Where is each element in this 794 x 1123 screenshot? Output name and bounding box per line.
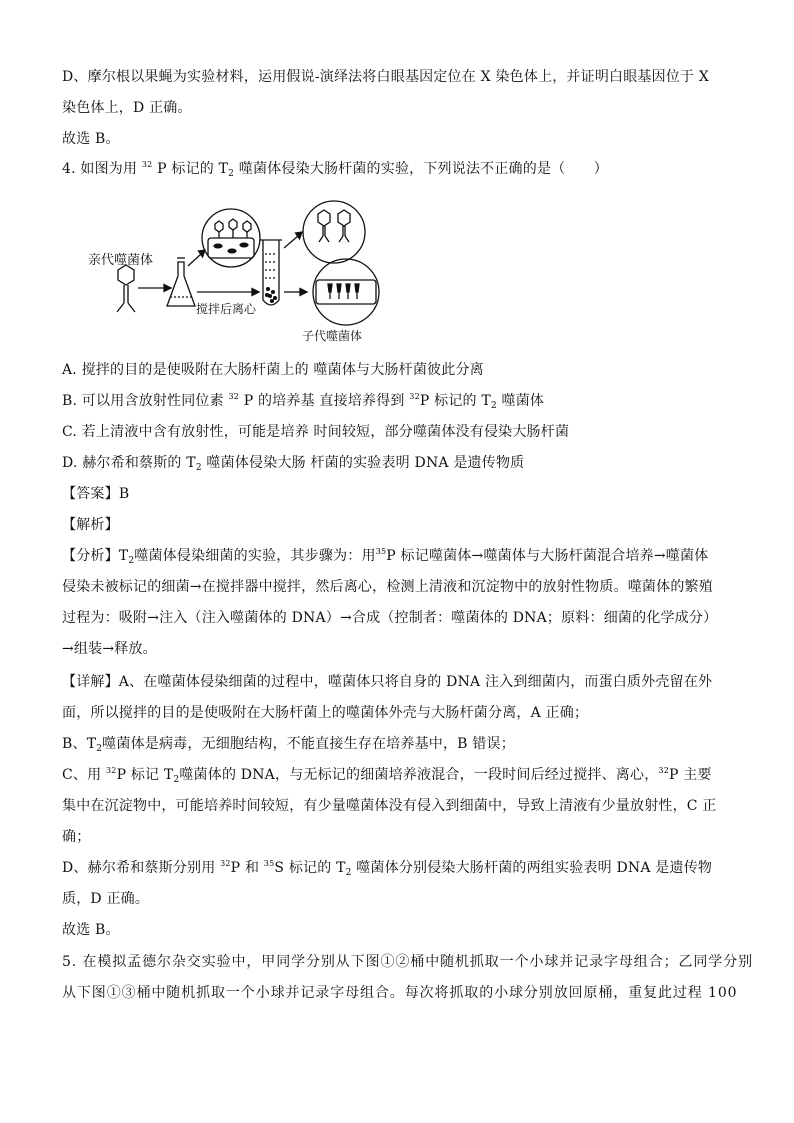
centrifuge-tube-icon bbox=[260, 240, 282, 305]
text-segment: 侵染未被标记的细菌→在搅拌器中搅拌，然后离心，检测上清液和沉淀物中的放射性物质。噬菌体的繁殖 bbox=[62, 579, 713, 595]
text-segment: A. 搅拌的目的是使吸附在大肠杆菌上的 噬菌体与大肠杆菌彼此分离 bbox=[62, 362, 484, 378]
stir-centrifuge-label: 搅拌后离心 bbox=[196, 302, 257, 316]
text-segment: D. 赫尔希和蔡斯的 T bbox=[62, 455, 196, 471]
text-line-l18 bbox=[62, 766, 712, 784]
text-line-l19 bbox=[62, 797, 717, 815]
text-segment: 【分析】T bbox=[62, 548, 129, 564]
text-line-l14 bbox=[62, 640, 157, 658]
text-segment: 噬菌体侵染大肠 杆菌的实验表明 DNA 是遗传物质 bbox=[201, 455, 525, 471]
parent-phage-label: 亲代噬菌体 bbox=[88, 253, 154, 268]
text-line-l4 bbox=[62, 160, 608, 178]
text-segment: 噬菌体 bbox=[496, 393, 545, 409]
text-segment: 2 bbox=[128, 556, 135, 566]
text-line-l9 bbox=[62, 485, 129, 503]
text-segment: 确； bbox=[62, 829, 91, 845]
text-line-l3 bbox=[62, 130, 120, 148]
text-segment: B bbox=[118, 486, 130, 502]
text-segment: 集中在沉淀物中，可能培养时间较短，有少量噬菌体没有侵入到细菌中，导致上清液有少量放射性，C 正 bbox=[62, 798, 717, 814]
text-segment: 【答案】 bbox=[62, 486, 119, 502]
text-line-l10 bbox=[62, 516, 119, 534]
text-segment: →组装→释放。 bbox=[62, 641, 157, 657]
text-segment: 故选 B。 bbox=[62, 131, 120, 147]
text-segment: 2 bbox=[195, 463, 202, 473]
experiment-diagram bbox=[84, 196, 394, 346]
parent-phage-icon bbox=[117, 265, 135, 312]
text-segment: 35 bbox=[263, 859, 275, 868]
text-segment: S 标记的 T bbox=[274, 860, 346, 876]
text-segment: 32 bbox=[141, 160, 153, 169]
text-line-l13 bbox=[62, 609, 717, 627]
text-segment: 32 bbox=[220, 859, 231, 868]
bacteria-progeny-magnified-icon bbox=[313, 259, 379, 325]
text-line-l21 bbox=[62, 859, 712, 877]
text-segment: 32 bbox=[409, 392, 420, 401]
infection-magnified-icon bbox=[202, 209, 260, 267]
text-segment: 质，D 正确。 bbox=[62, 891, 150, 907]
text-segment: 32 bbox=[228, 392, 240, 401]
text-line-l24 bbox=[62, 953, 753, 971]
text-segment: 5. 在模拟孟德尔杂交实验中，甲同学分别从下图①②桶中随机抓取一个小球并记录字母组合；乙同学分别 bbox=[62, 954, 754, 970]
text-segment: 2 bbox=[173, 775, 180, 785]
text-segment: P 的培养基 直接培养得到 bbox=[239, 393, 410, 409]
progeny-phage-label: 子代噬菌体 bbox=[302, 329, 363, 343]
text-segment: 32 bbox=[105, 766, 117, 775]
text-segment: D、赫尔希和蔡斯分别用 bbox=[62, 860, 221, 876]
text-segment: P 标记噬菌体→噬菌体与大肠杆菌混合培养→噬菌体 bbox=[386, 548, 709, 564]
text-segment: 32 bbox=[658, 766, 669, 775]
text-segment: 面，所以搅拌的目的是使吸附在大肠杆菌上的噬菌体外壳与大肠杆菌分离，A 正确； bbox=[62, 705, 589, 721]
text-segment: 噬菌体侵染细菌的实验，其步骤为：用 bbox=[134, 548, 376, 564]
text-segment: P 标记的 T bbox=[419, 393, 491, 409]
text-line-l17 bbox=[62, 735, 515, 753]
progeny-phage-magnified-icon bbox=[303, 201, 365, 263]
text-segment: 噬菌体侵染大肠杆菌的实验，下列说法不正确的是（ ） bbox=[234, 161, 608, 177]
text-segment: 过程为：吸附→注入（注入噬菌体的 DNA）→合成（控制者：噬菌体的 DNA；原料：细菌的化学成分） bbox=[62, 610, 718, 626]
text-segment: 【解析】 bbox=[62, 517, 119, 533]
text-line-l7 bbox=[62, 423, 569, 441]
text-segment: P 主要 bbox=[669, 767, 712, 783]
text-segment: 【详解】A、在噬菌体侵染细菌的过程中，噬菌体只将自身的 DNA 注入到细菌内，而蛋白质外壳留在外 bbox=[62, 674, 713, 690]
text-segment: 噬菌体分别侵染大肠杆菌的两组实验表明 DNA 是遗传物 bbox=[351, 860, 713, 876]
text-line-l15 bbox=[62, 673, 712, 691]
text-line-l5 bbox=[62, 361, 484, 379]
text-segment: P 和 bbox=[230, 860, 264, 876]
phage-experiment-figure bbox=[84, 196, 394, 346]
text-segment: B、T bbox=[62, 736, 97, 752]
text-line-l12 bbox=[62, 578, 713, 596]
text-line-l16 bbox=[62, 704, 588, 722]
text-line-l1 bbox=[62, 68, 709, 86]
text-line-l22 bbox=[62, 890, 149, 908]
text-segment: 2 bbox=[490, 401, 497, 411]
text-line-l25 bbox=[62, 984, 737, 1002]
text-line-l2 bbox=[62, 99, 192, 117]
text-segment: C、用 bbox=[62, 767, 106, 783]
text-line-l6 bbox=[62, 392, 544, 410]
text-segment: 35 bbox=[375, 547, 387, 556]
text-segment: 染色体上，D 正确。 bbox=[62, 100, 192, 116]
flask-icon bbox=[167, 258, 195, 306]
text-segment: 2 bbox=[96, 744, 103, 754]
text-line-l20 bbox=[62, 828, 90, 846]
text-segment: P 标记 T bbox=[116, 767, 174, 783]
text-segment: P 标记的 T bbox=[152, 161, 229, 177]
text-segment: 2 bbox=[228, 169, 235, 179]
text-line-l11 bbox=[62, 547, 708, 565]
text-segment: 4. 如图为用 bbox=[62, 161, 142, 177]
text-segment: 故选 B。 bbox=[62, 922, 120, 938]
text-line-l23 bbox=[62, 921, 120, 939]
text-segment: 噬菌体是病毒，无细胞结构，不能直接生存在培养基中，B 错误； bbox=[102, 736, 515, 752]
text-segment: 噬菌体的 DNA，与无标记的细菌培养液混合，一段时间后经过搅拌、离心， bbox=[179, 767, 659, 783]
text-segment: C. 若上清液中含有放射性，可能是培养 时间较短，部分噬菌体没有侵染大肠杆菌 bbox=[62, 424, 570, 440]
text-line-l8 bbox=[62, 454, 524, 472]
text-segment: D、摩尔根以果蝇为实验材料，运用假说-演绎法将白眼基因定位在 X 染色体上，并证明白眼基因位于 X bbox=[62, 69, 710, 85]
text-segment: 2 bbox=[345, 868, 352, 878]
text-segment: B. 可以用含放射性同位素 bbox=[62, 393, 229, 409]
text-segment: 从下图①③桶中随机抓取一个小球并记录字母组合。每次将抓取的小球分别放回原桶，重复此过程 100 bbox=[62, 985, 738, 1001]
